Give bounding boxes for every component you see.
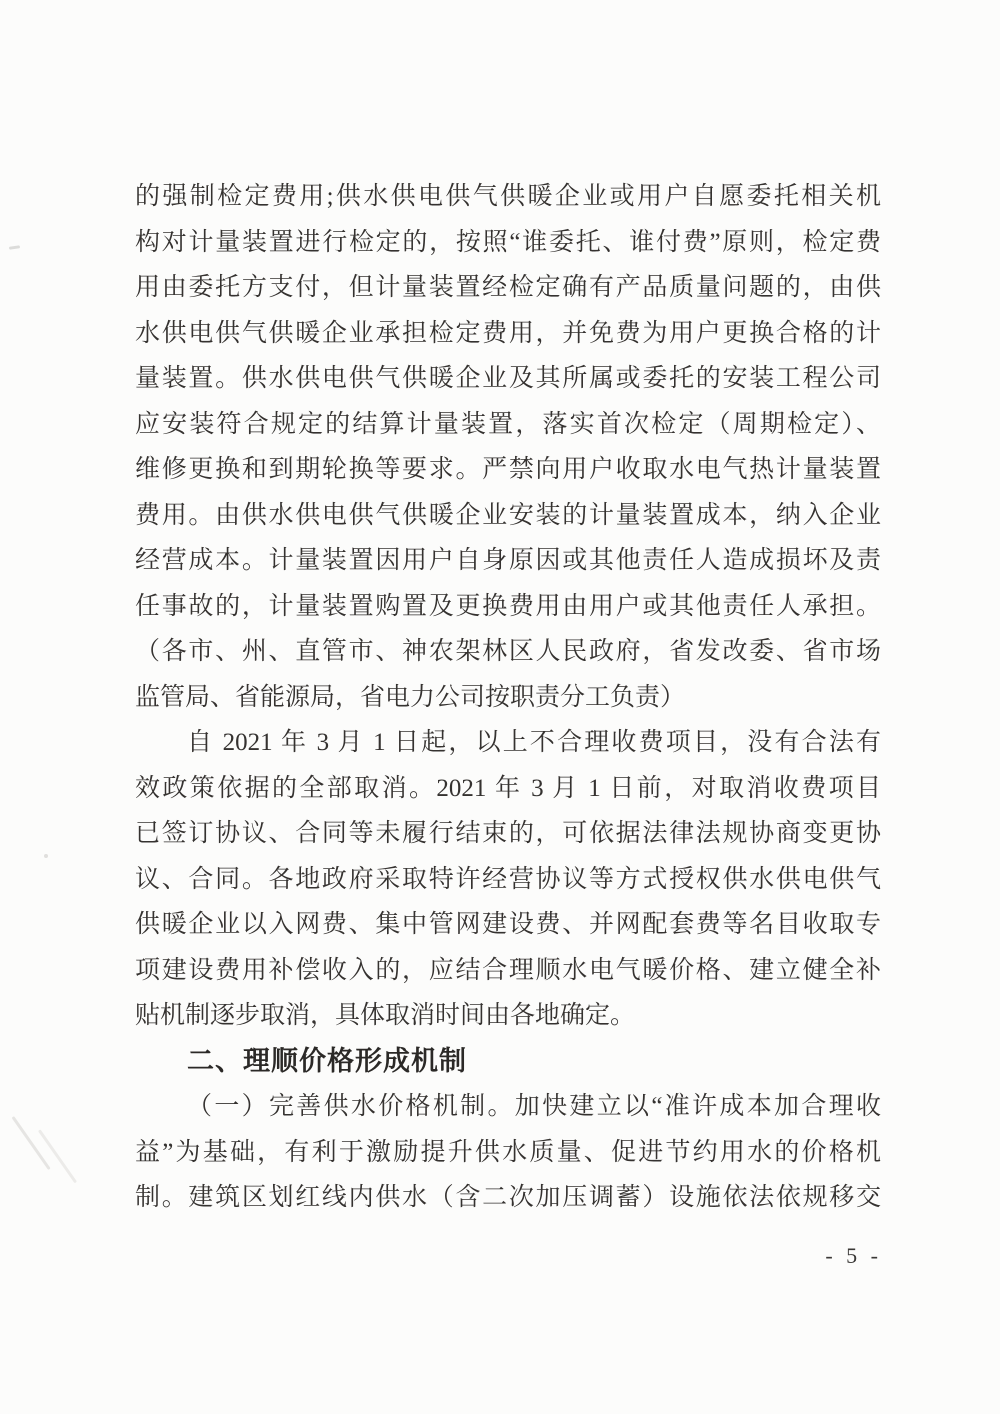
document-text-line: 贴机制逐步取消，具体取消时间由各地确定。 — [135, 1002, 636, 1029]
document-text-line: 水供电供气供暖企业承担检定费用，并免费为用户更换合格的计 — [135, 319, 881, 347]
document-text-line: （各市、州、直管市、神农架林区人民政府，省发改委、省市场 — [135, 638, 881, 665]
document-text-line: 自 2021 年 3 月 1 日起，以上不合理收费项目，没有合法有 — [187, 729, 881, 756]
scan-artifact — [9, 245, 20, 250]
page-number: - 5 - — [825, 1243, 882, 1268]
document-text-line: （一）完善供水价格机制。加快建立以“准许成本加合理收 — [187, 1093, 881, 1120]
document-text-line: 益”为基础，有利于激励提升供水质量、促进节约用水的价格机 — [135, 1138, 881, 1166]
section-heading: 二、理顺价格形成机制 — [187, 1045, 467, 1076]
document-body — [135, 174, 881, 1221]
document-text-line: 供暖企业以入网费、集中管网建设费、并网配套费等名目收取专 — [135, 911, 881, 938]
scan-artifact — [44, 854, 48, 858]
document-text-line: 用由委托方支付，但计量装置经检定确有产品质量问题的，由供 — [135, 274, 881, 301]
document-text-line: 监管局、省能源局，省电力公司按职责分工负责） — [135, 683, 686, 711]
document-text-line: 的强制检定费用;供水供电供气供暖企业或用户自愿委托相关机 — [135, 183, 881, 210]
document-text-line: 费用。由供水供电供气供暖企业安装的计量装置成本，纳入企业 — [135, 501, 881, 529]
document-text-line: 维修更换和到期轮换等要求。严禁向用户收取水电气热计量装置 — [135, 456, 881, 483]
document-text-line: 已签订协议、合同等未履行结束的，可依据法律法规协商变更协 — [135, 820, 881, 847]
document-text-line: 效政策依据的全部取消。2021 年 3 月 1 日前，对取消收费项目 — [135, 774, 881, 802]
document-text-line: 经营成本。计量装置因用户自身原因或其他责任人造成损坏及责 — [135, 547, 881, 574]
document-text-line: 任事故的，计量装置购置及更换费用由用户或其他责任人承担。 — [135, 592, 881, 620]
document-text-line: 制。建筑区划红线内供水（含二次加压调蓄）设施依法依规移交 — [135, 1184, 881, 1211]
document-text-line: 量装置。供水供电供气供暖企业及其所属或委托的安装工程公司 — [135, 365, 881, 392]
document-text-line: 应安装符合规定的结算计量装置，落实首次检定（周期检定）、 — [135, 410, 881, 438]
document-text-line: 议、合同。各地政府采取特许经营协议等方式授权供水供电供气 — [135, 865, 881, 893]
scan-artifact — [12, 1116, 51, 1170]
document-text-line: 项建设费用补偿收入的，应结合理顺水电气暖价格、建立健全补 — [135, 956, 881, 984]
document-text-line: 构对计量装置进行检定的，按照“谁委托、谁付费”原则，检定费 — [135, 228, 881, 256]
